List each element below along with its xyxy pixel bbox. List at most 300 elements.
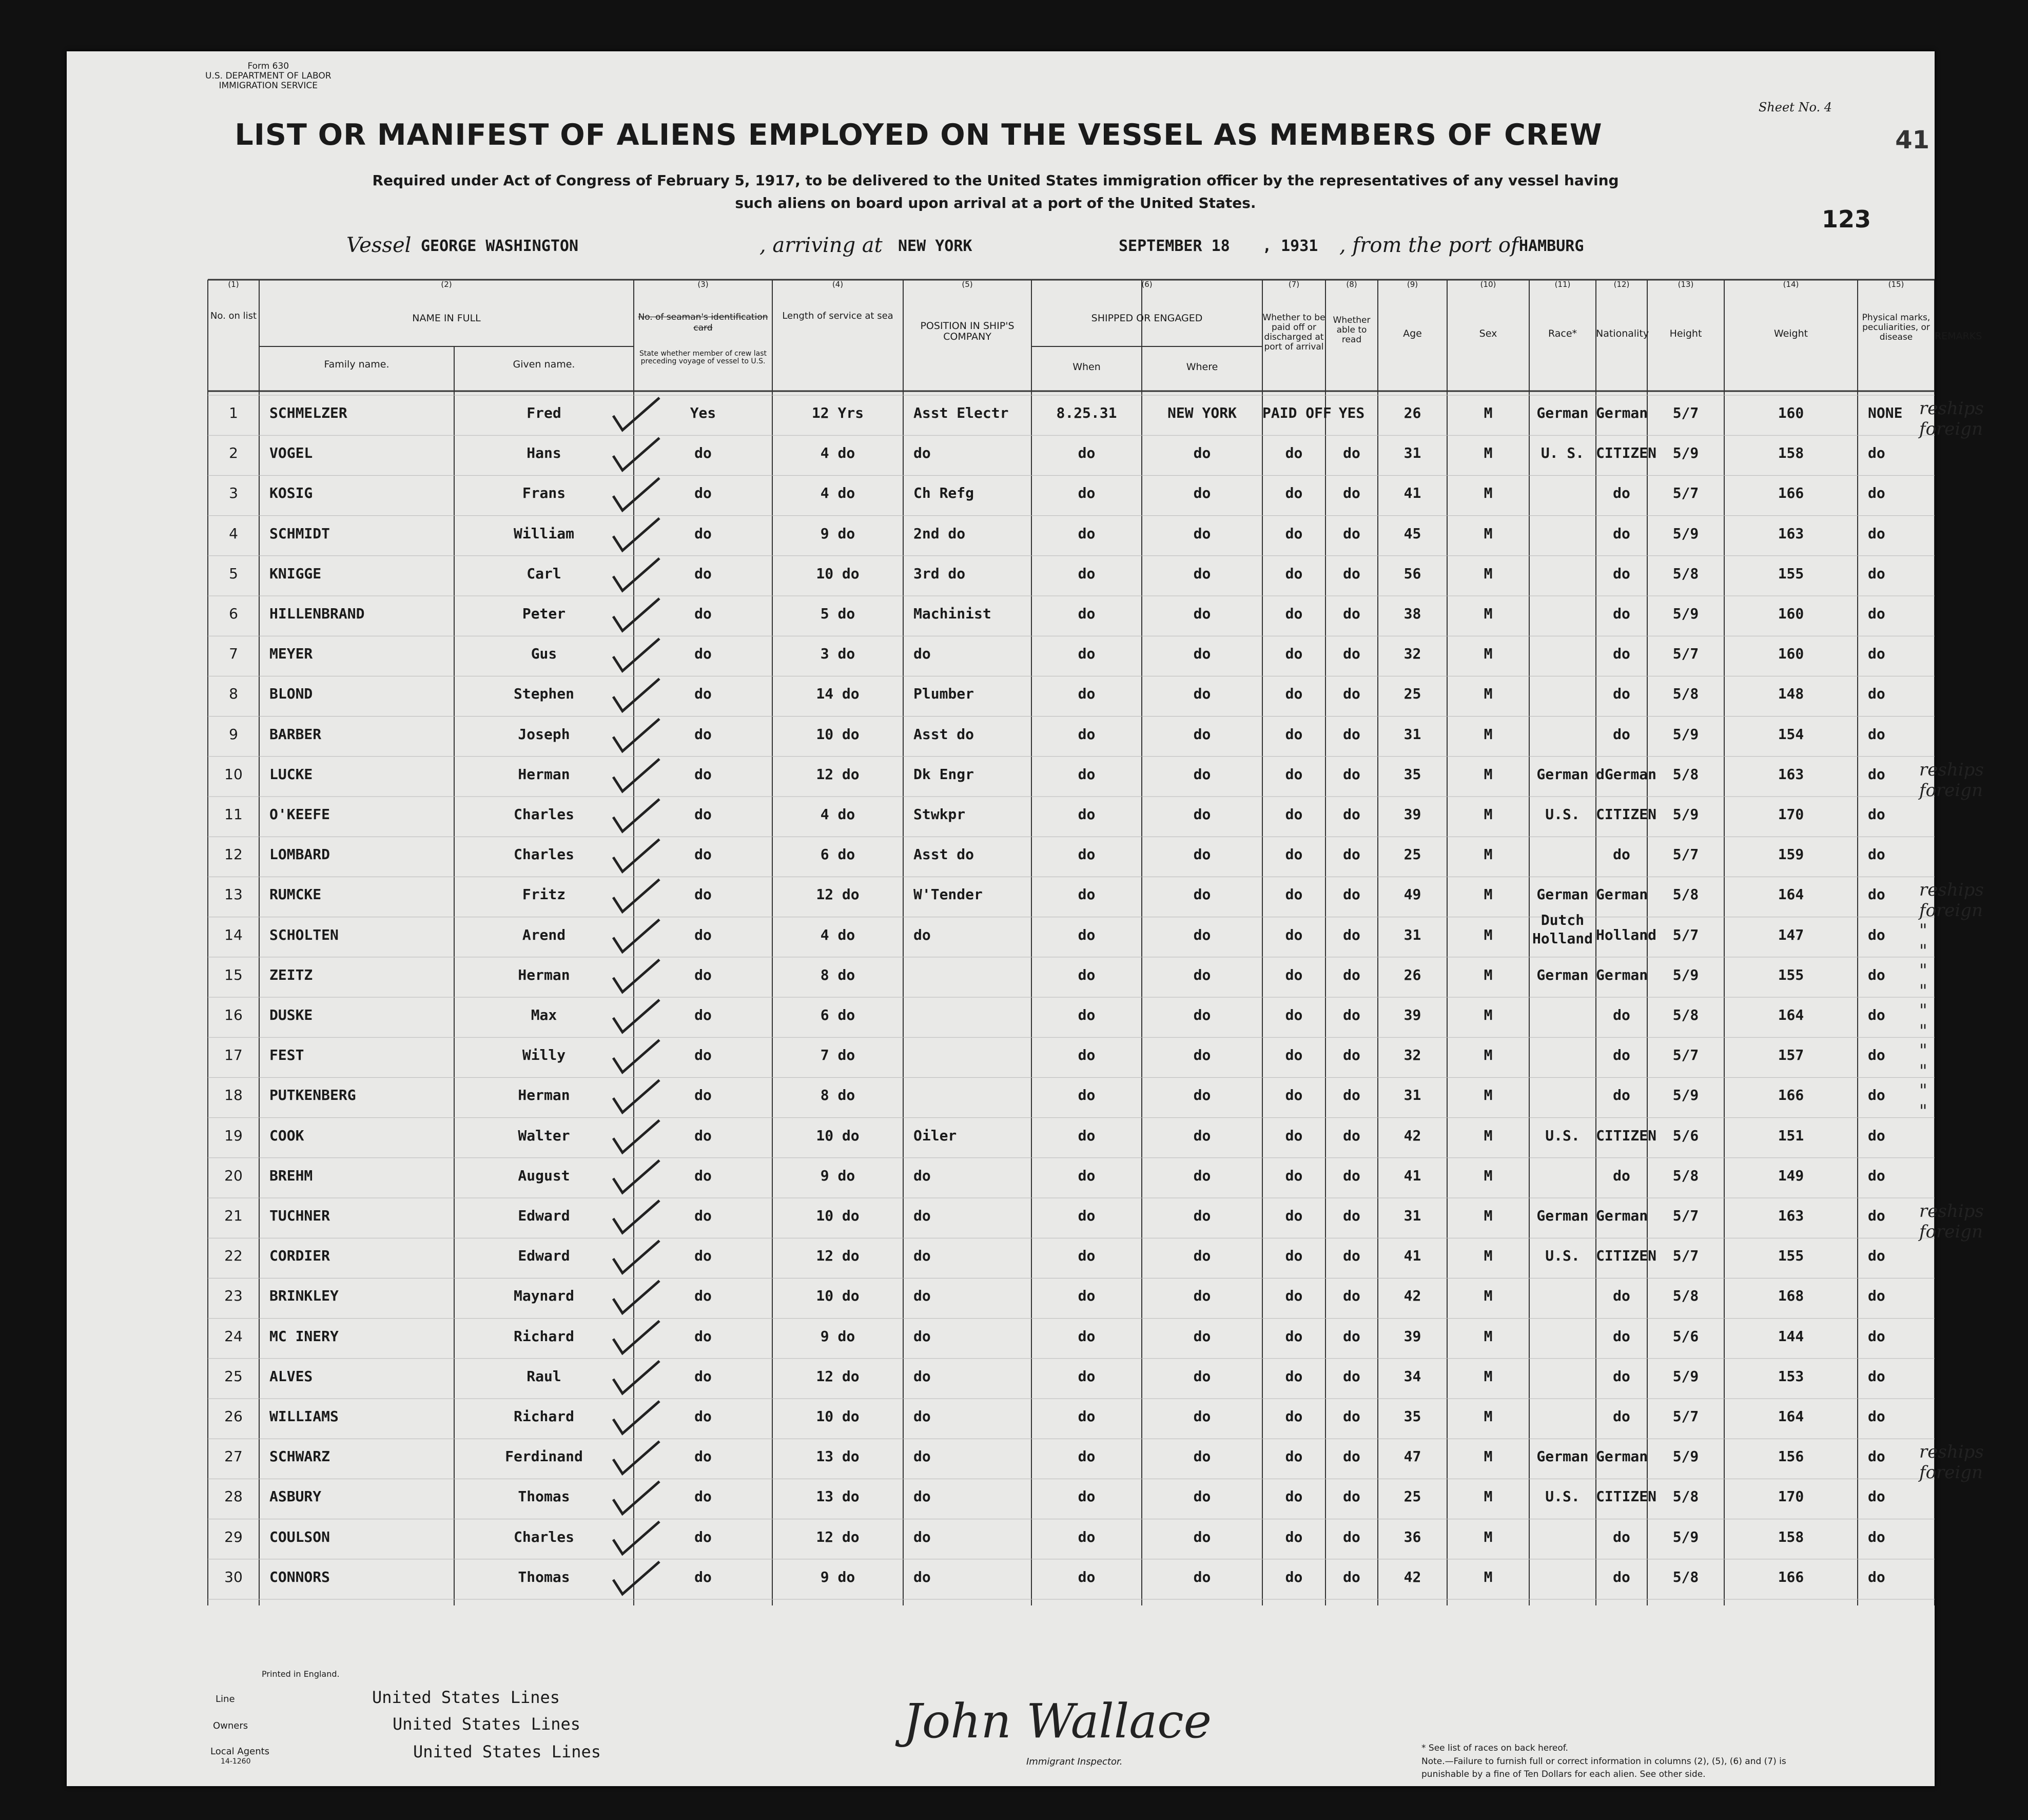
age: 35 bbox=[1403, 765, 1421, 783]
header-when: When bbox=[1072, 361, 1101, 373]
previous-voyage: do bbox=[694, 1568, 712, 1585]
length-of-service: 12 do bbox=[816, 886, 860, 903]
header-sex: Sex bbox=[1479, 328, 1497, 339]
ship-position: do bbox=[913, 926, 931, 943]
family-name: MEYER bbox=[269, 645, 313, 663]
corner-stamp: 41 bbox=[1895, 126, 1929, 154]
row-number: 29 bbox=[224, 1528, 243, 1545]
nationality: CITIZEN bbox=[1596, 1247, 1657, 1265]
remark-note: reships foreign bbox=[1919, 1201, 1984, 1242]
shipped-where: do bbox=[1193, 1287, 1211, 1305]
ship-position: do bbox=[913, 444, 931, 462]
shipped-when: do bbox=[1078, 765, 1096, 783]
age: 32 bbox=[1403, 1047, 1421, 1064]
shipped-when: do bbox=[1078, 525, 1096, 542]
previous-voyage: Yes bbox=[690, 404, 716, 421]
height: 5/9 bbox=[1672, 725, 1699, 743]
physical-marks: do bbox=[1868, 645, 1885, 663]
race: U.S. bbox=[1545, 1247, 1580, 1265]
given-name: Raul bbox=[526, 1367, 561, 1385]
nationality: CITIZEN bbox=[1596, 1488, 1657, 1505]
shipped-when: do bbox=[1078, 1448, 1096, 1465]
ship-position: do bbox=[913, 1408, 931, 1425]
header-race: Race* bbox=[1548, 328, 1577, 339]
given-name: Carl bbox=[526, 565, 561, 582]
race: U.S. bbox=[1545, 806, 1580, 823]
shipped-when: do bbox=[1078, 1247, 1096, 1265]
physical-marks: do bbox=[1868, 1408, 1885, 1425]
family-name: SCHMIDT bbox=[269, 525, 330, 542]
given-name: Richard bbox=[513, 1408, 574, 1425]
able-to-read: do bbox=[1343, 1528, 1360, 1545]
height: 5/9 bbox=[1672, 1087, 1699, 1104]
row-number: 1 bbox=[229, 404, 238, 421]
shipped-when: do bbox=[1078, 485, 1096, 502]
length-of-service: 4 do bbox=[820, 926, 855, 943]
able-to-read: do bbox=[1343, 565, 1360, 582]
shipped-where: do bbox=[1193, 444, 1211, 462]
sex: M bbox=[1484, 1087, 1493, 1104]
given-name: Herman bbox=[518, 1087, 570, 1104]
able-to-read: do bbox=[1343, 605, 1360, 622]
header-seaman-note: State whether member of crew last preceding voyage of vessel to U.S. bbox=[639, 350, 767, 365]
length-of-service: 9 do bbox=[820, 1568, 855, 1585]
race: U. S. bbox=[1541, 444, 1585, 462]
previous-voyage: do bbox=[694, 765, 712, 783]
sex: M bbox=[1484, 1247, 1493, 1265]
header-age: Age bbox=[1403, 328, 1422, 339]
age: 25 bbox=[1403, 1488, 1421, 1505]
shipped-where: do bbox=[1193, 1448, 1211, 1465]
length-of-service: 4 do bbox=[820, 444, 855, 462]
paid-off: do bbox=[1285, 525, 1303, 542]
remark-note: " " bbox=[1919, 1080, 1927, 1122]
ship-position: do bbox=[913, 1247, 931, 1265]
from-port: HAMBURG bbox=[1519, 237, 1584, 255]
physical-marks: do bbox=[1868, 1287, 1885, 1305]
shipped-when: do bbox=[1078, 1287, 1096, 1305]
family-name: VOGEL bbox=[269, 444, 313, 462]
family-name: CORDIER bbox=[269, 1247, 330, 1265]
ship-position: Dk Engr bbox=[913, 765, 974, 783]
previous-voyage: do bbox=[694, 1006, 712, 1023]
previous-voyage: do bbox=[694, 1247, 712, 1265]
able-to-read: do bbox=[1343, 886, 1360, 903]
nationality: do bbox=[1613, 1006, 1630, 1023]
able-to-read: do bbox=[1343, 806, 1360, 823]
agents-label: Local Agents bbox=[210, 1746, 270, 1757]
physical-marks: do bbox=[1868, 1488, 1885, 1505]
header-given-name: Given name. bbox=[513, 359, 575, 370]
family-name: MC INERY bbox=[269, 1327, 339, 1345]
age: 25 bbox=[1403, 846, 1421, 863]
family-name: O'KEEFE bbox=[269, 806, 330, 823]
nationality: do bbox=[1613, 565, 1630, 582]
shipped-when: do bbox=[1078, 1568, 1096, 1585]
sex: M bbox=[1484, 1047, 1493, 1064]
age: 26 bbox=[1403, 966, 1421, 983]
weight: 157 bbox=[1778, 1047, 1804, 1064]
family-name: BREHM bbox=[269, 1167, 313, 1184]
shipped-when: do bbox=[1078, 685, 1096, 703]
previous-voyage: do bbox=[694, 886, 712, 903]
shipped-when: do bbox=[1078, 1528, 1096, 1545]
header-length-service: Length of service at sea bbox=[782, 311, 893, 321]
family-name: HILLENBRAND bbox=[269, 605, 365, 622]
family-name: KNIGGE bbox=[269, 565, 322, 582]
paid-off: do bbox=[1285, 685, 1303, 703]
height: 5/9 bbox=[1672, 444, 1699, 462]
nationality: do bbox=[1613, 1287, 1630, 1305]
height: 5/8 bbox=[1672, 1167, 1699, 1184]
nationality: do bbox=[1613, 645, 1630, 663]
sex: M bbox=[1484, 685, 1493, 703]
nationality: German bbox=[1596, 404, 1648, 421]
shipped-when: do bbox=[1078, 1167, 1096, 1184]
sex: M bbox=[1484, 404, 1493, 421]
shipped-when: do bbox=[1078, 565, 1096, 582]
height: 5/9 bbox=[1672, 525, 1699, 542]
given-name: Charles bbox=[513, 1528, 574, 1545]
family-name: BARBER bbox=[269, 725, 322, 743]
ship-position: do bbox=[913, 1488, 931, 1505]
paid-off: do bbox=[1285, 1408, 1303, 1425]
race: German bbox=[1536, 765, 1589, 783]
nationality: do bbox=[1613, 846, 1630, 863]
row-number: 30 bbox=[224, 1568, 243, 1585]
length-of-service: 8 do bbox=[820, 1087, 855, 1104]
given-name: Arend bbox=[522, 926, 566, 943]
previous-voyage: do bbox=[694, 966, 712, 983]
sex: M bbox=[1484, 725, 1493, 743]
paid-off: do bbox=[1285, 966, 1303, 983]
ship-position: Asst do bbox=[913, 846, 974, 863]
shipped-where: do bbox=[1193, 886, 1211, 903]
previous-voyage: do bbox=[694, 1408, 712, 1425]
column-number: (15) bbox=[1888, 280, 1904, 289]
row-number: 21 bbox=[224, 1207, 243, 1224]
age: 35 bbox=[1403, 1408, 1421, 1425]
row-number: 15 bbox=[224, 966, 243, 983]
height: 5/7 bbox=[1672, 1207, 1699, 1224]
row-number: 13 bbox=[224, 886, 243, 903]
family-name: COOK bbox=[269, 1127, 304, 1144]
height: 5/8 bbox=[1672, 1006, 1699, 1023]
able-to-read: do bbox=[1343, 1488, 1360, 1505]
able-to-read: do bbox=[1343, 485, 1360, 502]
height: 5/7 bbox=[1672, 404, 1699, 421]
age: 25 bbox=[1403, 685, 1421, 703]
sex: M bbox=[1484, 1207, 1493, 1224]
sheet-label: Sheet No. 4 bbox=[1758, 100, 1832, 114]
header-height: Height bbox=[1669, 328, 1702, 339]
physical-marks: do bbox=[1868, 1047, 1885, 1064]
row-number: 7 bbox=[229, 645, 238, 663]
age: 31 bbox=[1403, 1087, 1421, 1104]
physical-marks: do bbox=[1868, 1528, 1885, 1545]
shipped-when: do bbox=[1078, 966, 1096, 983]
column-number: (2) bbox=[441, 280, 452, 289]
shipped-where: do bbox=[1193, 806, 1211, 823]
given-name: Fritz bbox=[522, 886, 566, 903]
previous-voyage: do bbox=[694, 806, 712, 823]
shipped-when: do bbox=[1078, 1047, 1096, 1064]
sex: M bbox=[1484, 926, 1493, 943]
shipped-where: do bbox=[1193, 1167, 1211, 1184]
given-name: Richard bbox=[513, 1327, 574, 1345]
header-position: POSITION IN SHIP'S COMPANY bbox=[920, 320, 1015, 342]
able-to-read: do bbox=[1343, 1167, 1360, 1184]
weight: 153 bbox=[1778, 1367, 1804, 1385]
ship-position: do bbox=[913, 1287, 931, 1305]
age: 31 bbox=[1403, 926, 1421, 943]
row-number: 9 bbox=[229, 725, 238, 743]
ship-position: Asst Electr bbox=[913, 404, 1009, 421]
length-of-service: 10 do bbox=[816, 1287, 860, 1305]
header-able-read: Whether able to read bbox=[1333, 315, 1371, 345]
sex: M bbox=[1484, 645, 1493, 663]
given-name: Frans bbox=[522, 485, 566, 502]
shipped-when: do bbox=[1078, 1327, 1096, 1345]
ship-position: do bbox=[913, 1327, 931, 1345]
given-name: Edward bbox=[518, 1247, 570, 1265]
able-to-read: do bbox=[1343, 765, 1360, 783]
paid-off: do bbox=[1285, 1127, 1303, 1144]
row-number: 2 bbox=[229, 444, 238, 462]
weight: 168 bbox=[1778, 1287, 1804, 1305]
sex: M bbox=[1484, 1006, 1493, 1023]
shipped-when: do bbox=[1078, 806, 1096, 823]
weight: 154 bbox=[1778, 725, 1804, 743]
family-name: RUMCKE bbox=[269, 886, 322, 903]
sex: M bbox=[1484, 1528, 1493, 1545]
weight: 159 bbox=[1778, 846, 1804, 863]
paid-off: do bbox=[1285, 886, 1303, 903]
shipped-when: 8.25.31 bbox=[1056, 404, 1117, 421]
remark-note: " " bbox=[1919, 920, 1927, 961]
previous-voyage: do bbox=[694, 725, 712, 743]
able-to-read: do bbox=[1343, 525, 1360, 542]
previous-voyage: do bbox=[694, 1287, 712, 1305]
from-label: , from the port of bbox=[1339, 234, 1518, 257]
paid-off: do bbox=[1285, 485, 1303, 502]
able-to-read: do bbox=[1343, 685, 1360, 703]
able-to-read: do bbox=[1343, 725, 1360, 743]
shipped-where: do bbox=[1193, 1327, 1211, 1345]
height: 5/7 bbox=[1672, 1047, 1699, 1064]
age: 56 bbox=[1403, 565, 1421, 582]
height: 5/8 bbox=[1672, 886, 1699, 903]
family-name: DUSKE bbox=[269, 1006, 313, 1023]
sex: M bbox=[1484, 886, 1493, 903]
row-number: 8 bbox=[229, 685, 238, 703]
header-where: Where bbox=[1186, 361, 1218, 373]
family-name: LUCKE bbox=[269, 765, 313, 783]
ship-position: do bbox=[913, 1207, 931, 1224]
column-number: (4) bbox=[832, 280, 844, 289]
family-name: ASBURY bbox=[269, 1488, 322, 1505]
nationality: German bbox=[1596, 1207, 1648, 1224]
sex: M bbox=[1484, 525, 1493, 542]
physical-marks: do bbox=[1868, 1087, 1885, 1104]
sex: M bbox=[1484, 485, 1493, 502]
column-number: (14) bbox=[1783, 280, 1799, 289]
previous-voyage: do bbox=[694, 444, 712, 462]
height: 5/8 bbox=[1672, 565, 1699, 582]
weight: 160 bbox=[1778, 605, 1804, 622]
race: German bbox=[1536, 1207, 1589, 1224]
nationality: German bbox=[1596, 1448, 1648, 1465]
physical-marks: do bbox=[1868, 565, 1885, 582]
shipped-where: do bbox=[1193, 725, 1211, 743]
column-number: (11) bbox=[1554, 280, 1571, 289]
shipped-when: do bbox=[1078, 926, 1096, 943]
given-name: Willy bbox=[522, 1047, 566, 1064]
height: 5/7 bbox=[1672, 926, 1699, 943]
header-physical-marks: Physical marks, peculiarities, or disease bbox=[1862, 313, 1931, 342]
penalty-note: Note.—Failure to furnish full or correct information in columns (2), (5), (6) and (7) is punishable by a fine of Ten Dollars for each alien. See other side. bbox=[1421, 1756, 1786, 1779]
length-of-service: 10 do bbox=[816, 1127, 860, 1144]
row-number: 24 bbox=[224, 1327, 243, 1345]
physical-marks: do bbox=[1868, 886, 1885, 903]
able-to-read: do bbox=[1343, 1568, 1360, 1585]
column-number: (7) bbox=[1288, 280, 1300, 289]
able-to-read: do bbox=[1343, 1087, 1360, 1104]
able-to-read: do bbox=[1343, 966, 1360, 983]
shipped-where: do bbox=[1193, 1408, 1211, 1425]
row-number: 6 bbox=[229, 605, 238, 622]
row-number: 28 bbox=[224, 1488, 243, 1505]
ship-position: do bbox=[913, 645, 931, 663]
previous-voyage: do bbox=[694, 565, 712, 582]
age: 26 bbox=[1403, 404, 1421, 421]
weight: 163 bbox=[1778, 525, 1804, 542]
family-name: TUCHNER bbox=[269, 1207, 330, 1224]
age: 31 bbox=[1403, 1207, 1421, 1224]
given-name: Maynard bbox=[513, 1287, 574, 1305]
ship-position: Asst do bbox=[913, 725, 974, 743]
weight: 156 bbox=[1778, 1448, 1804, 1465]
row-number: 17 bbox=[224, 1047, 243, 1064]
nationality: do bbox=[1613, 605, 1630, 622]
row-number: 12 bbox=[224, 846, 243, 863]
family-name: CONNORS bbox=[269, 1568, 330, 1585]
physical-marks: do bbox=[1868, 1247, 1885, 1265]
length-of-service: 4 do bbox=[820, 806, 855, 823]
previous-voyage: do bbox=[694, 1488, 712, 1505]
given-name: Ferdinand bbox=[505, 1448, 583, 1465]
shipped-where: NEW YORK bbox=[1167, 404, 1237, 421]
sex: M bbox=[1484, 1327, 1493, 1345]
length-of-service: 10 do bbox=[816, 1408, 860, 1425]
ship-position: Plumber bbox=[913, 685, 974, 703]
previous-voyage: do bbox=[694, 1047, 712, 1064]
weight: 155 bbox=[1778, 565, 1804, 582]
physical-marks: do bbox=[1868, 926, 1885, 943]
physical-marks: do bbox=[1868, 485, 1885, 502]
paid-off: do bbox=[1285, 1087, 1303, 1104]
shipped-where: do bbox=[1193, 485, 1211, 502]
ship-position: do bbox=[913, 1448, 931, 1465]
sex: M bbox=[1484, 1127, 1493, 1144]
paid-off: do bbox=[1285, 1287, 1303, 1305]
sex: M bbox=[1484, 444, 1493, 462]
weight: 158 bbox=[1778, 444, 1804, 462]
paid-off: PAID OFF bbox=[1262, 404, 1332, 421]
able-to-read: do bbox=[1343, 1047, 1360, 1064]
form-number: Form 630 bbox=[247, 61, 289, 71]
paid-off: do bbox=[1285, 1448, 1303, 1465]
able-to-read: do bbox=[1343, 926, 1360, 943]
weight: 164 bbox=[1778, 1006, 1804, 1023]
sex: M bbox=[1484, 1568, 1493, 1585]
paid-off: do bbox=[1285, 1167, 1303, 1184]
physical-marks: do bbox=[1868, 444, 1885, 462]
paid-off: do bbox=[1285, 1207, 1303, 1224]
physical-marks: do bbox=[1868, 806, 1885, 823]
length-of-service: 13 do bbox=[816, 1488, 860, 1505]
previous-voyage: do bbox=[694, 605, 712, 622]
race: German bbox=[1536, 886, 1589, 903]
shipped-where: do bbox=[1193, 1247, 1211, 1265]
length-of-service: 12 do bbox=[816, 1528, 860, 1545]
sex: M bbox=[1484, 1448, 1493, 1465]
weight: 155 bbox=[1778, 1247, 1804, 1265]
weight: 170 bbox=[1778, 1488, 1804, 1505]
shipped-when: do bbox=[1078, 1087, 1096, 1104]
age: 34 bbox=[1403, 1367, 1421, 1385]
shipped-when: do bbox=[1078, 1006, 1096, 1023]
previous-voyage: do bbox=[694, 1087, 712, 1104]
sex: M bbox=[1484, 565, 1493, 582]
length-of-service: 8 do bbox=[820, 966, 855, 983]
shipped-when: do bbox=[1078, 1127, 1096, 1144]
length-of-service: 9 do bbox=[820, 1327, 855, 1345]
race: Dutch Holland bbox=[1532, 911, 1593, 947]
column-number: (3) bbox=[697, 280, 709, 289]
previous-voyage: do bbox=[694, 1327, 712, 1345]
nationality: do bbox=[1613, 725, 1630, 743]
row-number: 5 bbox=[229, 565, 238, 582]
age: 42 bbox=[1403, 1287, 1421, 1305]
given-name: Joseph bbox=[518, 725, 570, 743]
row-number: 23 bbox=[224, 1287, 243, 1305]
age: 47 bbox=[1403, 1448, 1421, 1465]
column-number: (13) bbox=[1678, 280, 1694, 289]
age: 42 bbox=[1403, 1568, 1421, 1585]
able-to-read: do bbox=[1343, 1207, 1360, 1224]
row-number: 27 bbox=[224, 1448, 243, 1465]
length-of-service: 10 do bbox=[816, 1207, 860, 1224]
length-of-service: 10 do bbox=[816, 725, 860, 743]
previous-voyage: do bbox=[694, 1167, 712, 1184]
given-name: Herman bbox=[518, 765, 570, 783]
ship-position: do bbox=[913, 1568, 931, 1585]
length-of-service: 12 do bbox=[816, 765, 860, 783]
given-name: Hans bbox=[526, 444, 561, 462]
family-name: ZEITZ bbox=[269, 966, 313, 983]
nationality: do bbox=[1613, 1327, 1630, 1345]
sheet-number: 123 bbox=[1822, 205, 1871, 233]
printed-note: Printed in England. bbox=[262, 1669, 340, 1679]
header-shipped-engaged: SHIPPED OR ENGAGED bbox=[1091, 313, 1203, 324]
given-name: Thomas bbox=[518, 1488, 570, 1505]
able-to-read: do bbox=[1343, 444, 1360, 462]
row-number: 18 bbox=[224, 1087, 243, 1104]
remark-note: " " bbox=[1919, 1040, 1927, 1082]
age: 41 bbox=[1403, 485, 1421, 502]
given-name: Fred bbox=[526, 404, 561, 421]
